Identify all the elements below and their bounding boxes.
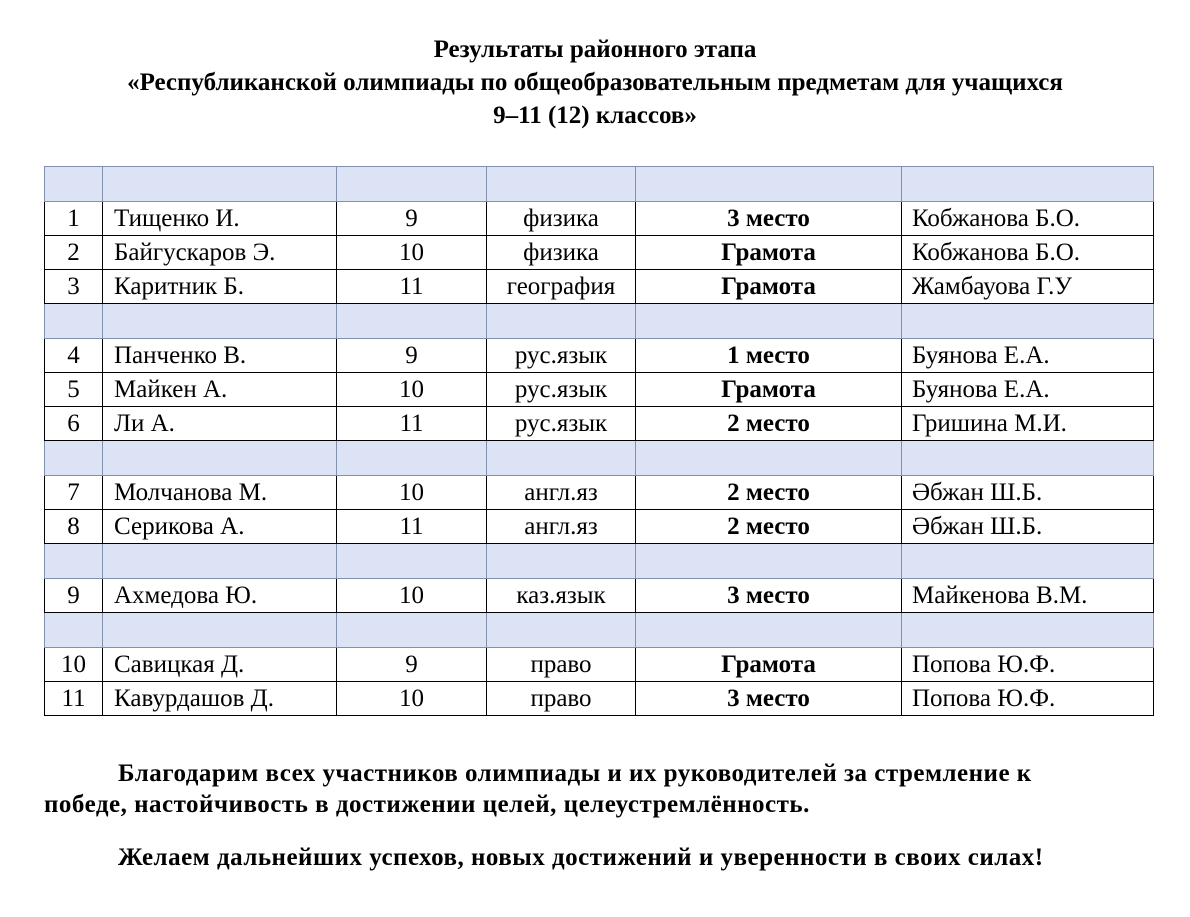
result-cell: Грамота <box>636 373 902 407</box>
student-name: Кавурдашов Д. <box>103 682 337 716</box>
result-cell: Грамота <box>636 648 902 682</box>
table-row <box>45 476 1154 510</box>
result-cell: Грамота <box>636 236 902 270</box>
separator-cell <box>487 613 636 648</box>
separator-cell <box>337 167 487 202</box>
separator-cell <box>45 441 103 476</box>
subject-cell: физика <box>487 236 636 270</box>
table-row <box>45 648 1154 682</box>
separator-cell <box>45 613 103 648</box>
result-cell: 2 место <box>636 407 902 441</box>
teacher-cell: Попова Ю.Ф. <box>902 682 1154 716</box>
table-row <box>45 682 1154 716</box>
teacher-cell: Әбжан Ш.Б. <box>902 510 1154 544</box>
row-number: 4 <box>45 339 103 373</box>
result-cell: 2 место <box>636 476 902 510</box>
separator-cell <box>103 613 337 648</box>
title-line-2: «Республиканской олимпиады по общеобразовательным предметам для учащихся <box>127 69 1063 96</box>
grade-cell: 9 <box>337 648 487 682</box>
separator-cell <box>45 304 103 339</box>
table-row <box>45 270 1154 304</box>
thanks-paragraph <box>44 758 1150 820</box>
separator-cell <box>636 544 902 579</box>
subject-cell: рус.язык <box>487 373 636 407</box>
subject-cell: англ.яз <box>487 510 636 544</box>
separator-cell <box>902 544 1154 579</box>
grade-cell: 10 <box>337 682 487 716</box>
row-number: 3 <box>45 270 103 304</box>
separator-row <box>45 544 1154 579</box>
table-row <box>45 339 1154 373</box>
separator-cell <box>337 544 487 579</box>
row-number: 7 <box>45 476 103 510</box>
student-name: Тищенко И. <box>103 202 337 236</box>
row-number: 11 <box>45 682 103 716</box>
result-cell: Грамота <box>636 270 902 304</box>
grade-cell: 10 <box>337 236 487 270</box>
grade-cell: 11 <box>337 270 487 304</box>
subject-cell: право <box>487 682 636 716</box>
result-cell: 2 место <box>636 510 902 544</box>
thanks-line-1: Благодарим всех участников олимпиады и их руководителей за стремление к <box>118 760 1032 787</box>
grade-cell: 10 <box>337 373 487 407</box>
grade-cell: 10 <box>337 476 487 510</box>
title-line-3: 9–11 (12) классов» <box>493 102 697 129</box>
teacher-cell: Попова Ю.Ф. <box>902 648 1154 682</box>
student-name: Ахмедова Ю. <box>103 579 337 613</box>
separator-cell <box>103 167 337 202</box>
separator-cell <box>337 613 487 648</box>
row-number: 2 <box>45 236 103 270</box>
row-number: 9 <box>45 579 103 613</box>
separator-cell <box>902 441 1154 476</box>
table-row <box>45 373 1154 407</box>
student-name: Майкен А. <box>103 373 337 407</box>
teacher-cell: Буянова Е.А. <box>902 373 1154 407</box>
table-row <box>45 202 1154 236</box>
separator-cell <box>487 441 636 476</box>
table-row <box>45 510 1154 544</box>
subject-cell: право <box>487 648 636 682</box>
subject-cell: рус.язык <box>487 339 636 373</box>
student-name: Ли А. <box>103 407 337 441</box>
separator-cell <box>636 304 902 339</box>
separator-cell <box>103 304 337 339</box>
grade-cell: 9 <box>337 339 487 373</box>
separator-cell <box>636 613 902 648</box>
separator-cell <box>337 304 487 339</box>
student-name: Панченко В. <box>103 339 337 373</box>
table-row <box>45 579 1154 613</box>
teacher-cell: Әбжан Ш.Б. <box>902 476 1154 510</box>
thanks-line-2: победе, настойчивость в достижении целей, целеустремлённость. <box>44 791 810 818</box>
result-cell: 1 место <box>636 339 902 373</box>
wishes-paragraph: Желаем дальнейших успехов, новых достижений и уверенности в своих силах! <box>118 844 1044 871</box>
results-table <box>44 166 1154 716</box>
separator-cell <box>103 544 337 579</box>
grade-cell: 10 <box>337 579 487 613</box>
row-number: 10 <box>45 648 103 682</box>
grade-cell: 11 <box>337 407 487 441</box>
grade-cell: 11 <box>337 510 487 544</box>
teacher-cell: Жамбауова Г.У <box>902 270 1154 304</box>
separator-cell <box>45 167 103 202</box>
teacher-cell: Буянова Е.А. <box>902 339 1154 373</box>
separator-row <box>45 167 1154 202</box>
separator-cell <box>45 544 103 579</box>
student-name: Молчанова М. <box>103 476 337 510</box>
teacher-cell: Гришина М.И. <box>902 407 1154 441</box>
title-line-1: Результаты районного этапа <box>433 36 757 63</box>
row-number: 6 <box>45 407 103 441</box>
teacher-cell: Кобжанова Б.О. <box>902 202 1154 236</box>
subject-cell: англ.яз <box>487 476 636 510</box>
student-name: Каритник Б. <box>103 270 337 304</box>
result-cell: 3 место <box>636 202 902 236</box>
separator-row <box>45 441 1154 476</box>
subject-cell: рус.язык <box>487 407 636 441</box>
table-row <box>45 407 1154 441</box>
row-number: 1 <box>45 202 103 236</box>
separator-cell <box>636 167 902 202</box>
teacher-cell: Майкенова В.М. <box>902 579 1154 613</box>
row-number: 5 <box>45 373 103 407</box>
separator-cell <box>902 613 1154 648</box>
result-cell: 3 место <box>636 682 902 716</box>
result-cell: 3 место <box>636 579 902 613</box>
results-table-body <box>45 167 1154 716</box>
subject-cell: физика <box>487 202 636 236</box>
subject-cell: география <box>487 270 636 304</box>
separator-cell <box>487 304 636 339</box>
subject-cell: каз.язык <box>487 579 636 613</box>
student-name: Байгускаров Э. <box>103 236 337 270</box>
separator-cell <box>103 441 337 476</box>
row-number: 8 <box>45 510 103 544</box>
separator-cell <box>636 441 902 476</box>
separator-cell <box>337 441 487 476</box>
separator-row <box>45 304 1154 339</box>
student-name: Серикова А. <box>103 510 337 544</box>
table-row <box>45 236 1154 270</box>
separator-cell <box>487 167 636 202</box>
separator-cell <box>902 304 1154 339</box>
teacher-cell: Кобжанова Б.О. <box>902 236 1154 270</box>
document-title <box>0 33 1190 132</box>
separator-row <box>45 613 1154 648</box>
separator-cell <box>487 544 636 579</box>
grade-cell: 9 <box>337 202 487 236</box>
student-name: Савицкая Д. <box>103 648 337 682</box>
separator-cell <box>902 167 1154 202</box>
